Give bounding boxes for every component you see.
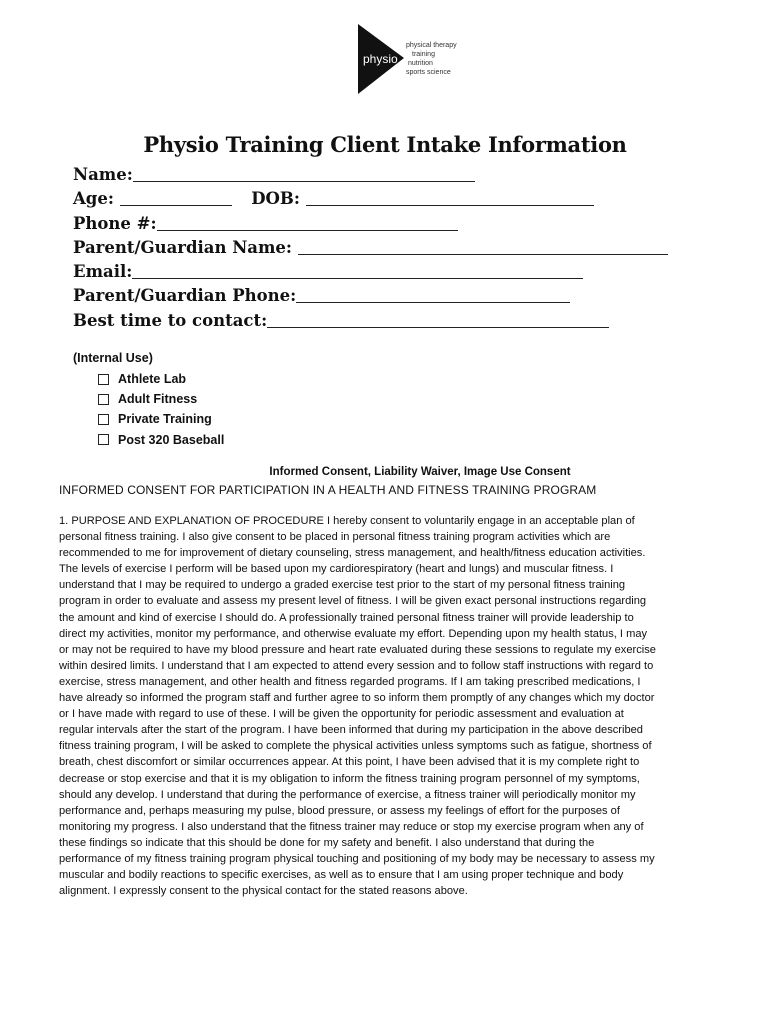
consent-line: alignment. I expressly consent to the physical contact for the stated reasons above. [59, 885, 468, 898]
consent-line: or may not be required to have my blood pressure and heart rate evaluated during these sessions to regulate my exercise [59, 643, 656, 656]
consent-line: fitness training program, I will be asked to complete the physical activities unless symptoms such as fatigue, shortness of [59, 740, 652, 753]
adult-fitness-label: Adult Fitness [118, 392, 198, 407]
name-label: Name: [73, 165, 133, 184]
email-field [73, 260, 668, 284]
consent-line: personal fitness training. I also give consent to be placed in personal fitness training program activities which are [59, 531, 611, 544]
guardian-phone-label: Parent/Guardian Phone: [73, 286, 297, 306]
consent-subtitle: INFORMED CONSENT FOR PARTICIPATION IN A HEALTH AND FITNESS TRAINING PROGRAM [59, 483, 597, 497]
option-adult-fitness [98, 389, 224, 409]
private-training-label: Private Training [118, 412, 212, 427]
consent-line: regular intervals after the start of the program. I have been informed that during my participation in the above described [59, 724, 643, 737]
consent-line: have already so informed the program staff and further agree to so inform them promptly of any changes which my doctor [59, 692, 655, 705]
guardian-phone-input-line[interactable] [296, 286, 570, 303]
option-private-training [98, 409, 224, 429]
post-320-baseball-label: Post 320 Baseball [118, 432, 225, 447]
post-320-baseball-checkbox[interactable] [98, 434, 109, 445]
email-input-line[interactable] [132, 262, 583, 279]
name-input-line[interactable] [133, 165, 475, 182]
consent-line: exercise, stress management, and other health and fitness regarded programs. If I am taking prescribed medications, I [59, 675, 641, 688]
best-time-input-line[interactable] [267, 311, 609, 328]
logo-brand-text: physio [363, 52, 398, 66]
guardian-name-field [73, 236, 668, 260]
internal-use-section [73, 351, 224, 450]
athlete-lab-checkbox[interactable] [98, 374, 109, 385]
consent-line: or I have made with regard to use of these. I will be given the opportunity for periodic assessment and evaluation at [59, 708, 624, 721]
guardian-name-label: Parent/Guardian Name: [73, 237, 293, 257]
age-input-line[interactable] [120, 189, 232, 206]
adult-fitness-checkbox[interactable] [98, 394, 109, 405]
consent-line: the amount and kind of exercise I should do. A professionally trained personal fitness trainer will provide leadership to [59, 611, 634, 624]
page-title: Physio Training Client Intake Information [143, 132, 627, 157]
consent-line: muscular and bodily reactions to specific exercises, as well as to ensure that I am using proper technique and body [59, 869, 624, 882]
best-time-field [73, 309, 668, 333]
guardian-name-input-line[interactable] [298, 238, 668, 255]
phone-label: Phone #: [73, 213, 157, 233]
consent-line: 1. PURPOSE AND EXPLANATION OF PROCEDURE I hereby consent to voluntarily engage in an acceptable plan of [59, 515, 635, 527]
consent-line: breath, chest discomfort or similar occurrences appear. At this point, I have been advised that it is my complete right to [59, 756, 640, 769]
consent-line: The levels of exercise I perform will be based upon my cardiorespiratory (heart and lungs) and muscular fitness. I [59, 563, 614, 576]
consent-line: performance and, perhaps measuring my pulse, blood pressure, or assess my feelings of effort for the purposes of [59, 804, 620, 817]
consent-line: within desired limits. I understand that I am expected to attend every session and to follow staff instructions with regard to [59, 659, 654, 672]
client-info-fields [73, 163, 668, 333]
option-post-320-baseball [98, 430, 224, 450]
consent-line: recommended to me for improvement of dietary counseling, stress management, and health/fitness education activities. [59, 547, 646, 560]
consent-line: performance of my fitness training program physical touching and positioning of my body may be necessary to assess my [59, 852, 655, 865]
consent-line: should any develop. I understand that during the performance of exercise, a fitness trainer will periodically monitor my [59, 788, 636, 801]
email-label: Email: [73, 262, 133, 282]
physio-logo [356, 24, 476, 94]
age-dob-field [73, 187, 668, 211]
consent-line: direct my activities, monitor my performance, and otherwise evaluate my effort. Depending upon my health status, I may [59, 627, 648, 640]
consent-line: decrease or stop exercise and that it is my obligation to inform the fitness training program personnel of my symptoms, [59, 772, 640, 785]
name-field [73, 163, 668, 187]
private-training-checkbox[interactable] [98, 414, 109, 425]
consent-line: program in order to evaluate and assess my present level of fitness. I will be given exact personal instructions regarding [59, 595, 647, 608]
consent-line: understand that I may be required to undergo a graded exercise test prior to the start of my personal fitness training [59, 579, 626, 592]
consent-line: these findings so indicate that this should be done for my safety and benefit. I also understand that during the [59, 836, 595, 849]
best-time-label: Best time to contact: [73, 310, 268, 330]
dob-input-line[interactable] [306, 189, 594, 206]
phone-field [73, 212, 668, 236]
consent-line: monitoring my progress. I also understand that the fitness trainer may reduce or stop my exercise program when any of [59, 820, 644, 833]
age-label: Age: [73, 189, 114, 209]
dob-label: DOB: [251, 189, 300, 209]
athlete-lab-label: Athlete Lab [118, 372, 187, 387]
phone-input-line[interactable] [157, 214, 458, 231]
option-athlete-lab [98, 369, 224, 389]
guardian-phone-field [73, 284, 668, 308]
consent-body [59, 513, 719, 899]
consent-title: Informed Consent, Liability Waiver, Image Use Consent [269, 466, 571, 478]
internal-use-heading: (Internal Use) [73, 351, 153, 365]
logo-tagline: physical therapy training nutrition sports science [406, 42, 457, 76]
